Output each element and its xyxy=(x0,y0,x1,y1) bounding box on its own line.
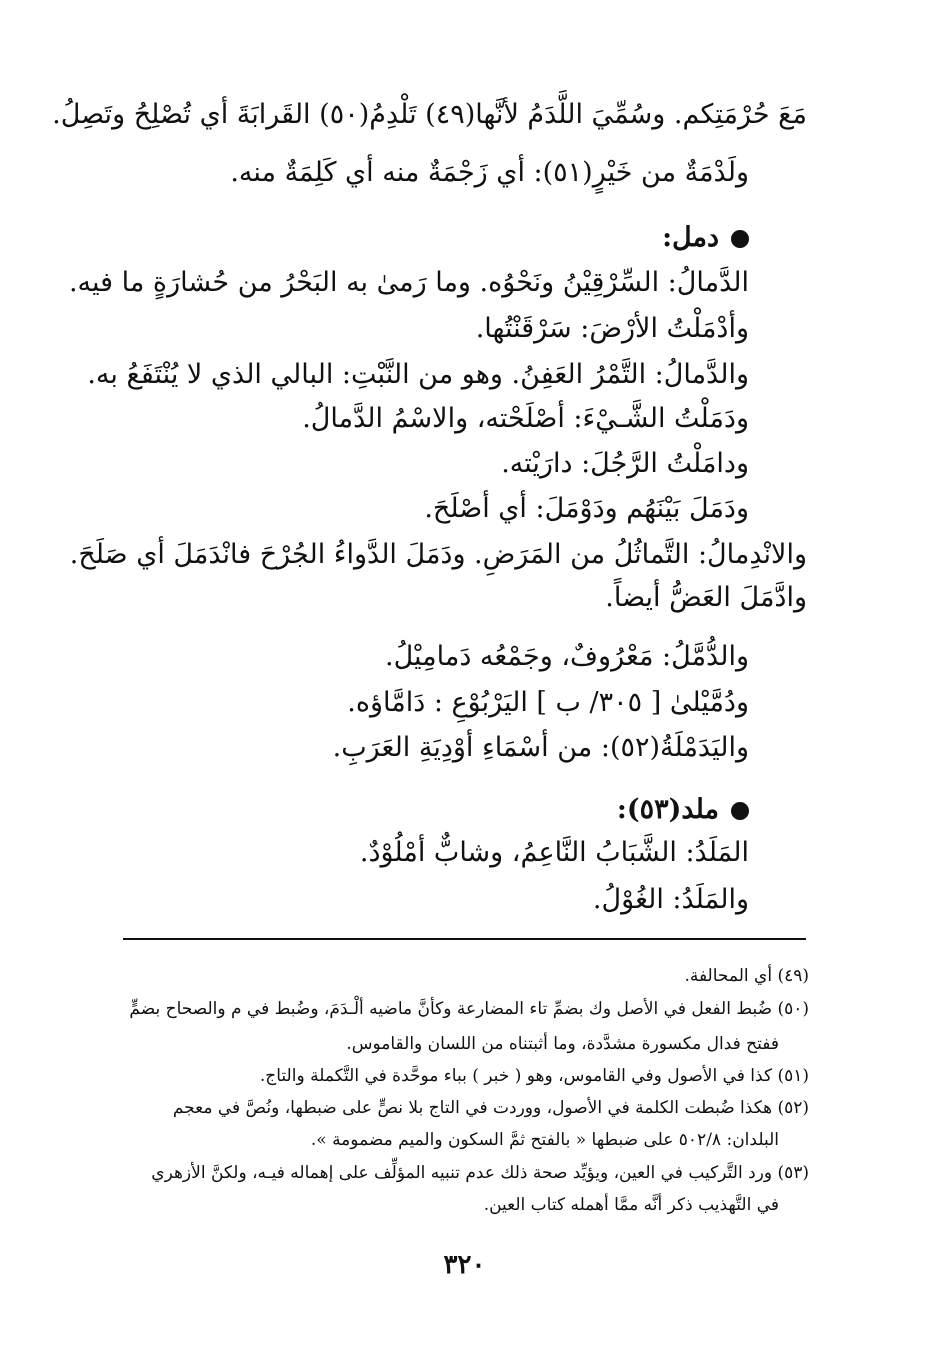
footnote-52: (٥٢) هكذا ضُبطت الكلمة في الأصول، ووردت في التاج بلا نصٍّ على ضبطها، ونُصَّ في معجم xyxy=(172,1098,809,1118)
bullet-icon xyxy=(731,802,749,820)
text-line-7: ودَمَلْتُ الشَّـيْءَ: أصْلَحْته، والاسْمُ الدَّمالُ. xyxy=(302,403,749,434)
text-line-12: والدُّمَّلُ: مَعْرُوفٌ، وجَمْعُه دَمامِيْلُ. xyxy=(384,641,749,672)
text-line-16: المَلَدُ: الشَّبَابُ النَّاعِمُ، وشابٌّ أمْلُوْدٌ. xyxy=(359,837,749,868)
footnote-53: (٥٣) ورد التَّركيب في العين، ويؤيِّد صحة ذلك عدم تنبيه المؤلِّف على إهماله فيـه، ولكنَّ الأزهري xyxy=(151,1163,809,1183)
entry-heading-label: دمل: xyxy=(662,222,719,253)
footnote-50-cont: ففتح فدال مكسورة مشدَّدة، وما أثبتناه من اللسان والقاموس. xyxy=(346,1034,779,1054)
footnote-52-cont: البلدان: ٥٠٢/٨ على ضبطها « بالفتح ثمَّ السكون والميم مضمومة ». xyxy=(310,1130,779,1150)
text-line-2: ولَدْمَةٌ من خَيْرٍ(٥١): أي زَجْمَةٌ منه أي كَلِمَةٌ منه. xyxy=(230,157,749,188)
bullet-icon xyxy=(731,230,749,248)
footnote-49: (٤٩) أي المحالفة. xyxy=(684,966,809,986)
entry-heading-daml xyxy=(662,218,749,258)
footnote-51: (٥١) كذا في الأصول وفي القاموس، وهو ( خبر ) بباء موحَّدة في التَّكملة والتاج. xyxy=(259,1066,809,1086)
text-line-5: وأدْمَلْتُ الأرْضَ: سَرْقَنْتُها. xyxy=(475,313,749,344)
text-line-1: مَعَ حُرْمَتِكم. وسُمِّيَ اللَّدَمُ لأنَّها(٤٩) تَلْدِمُ(٥٠) القَرابَةَ أي تُصْلِحُ وتَصِلُ. xyxy=(52,99,807,130)
text-line-14: واليَدَمْلَةُ(٥٢): من أسْمَاءِ أوْدِيَةِ العَرَبِ. xyxy=(332,732,749,763)
text-line-6: والدَّمالُ: التَّمْرُ العَفِنُ. وهو من النَّبْتِ: البالي الذي لا يُنْتَفَعُ به. xyxy=(87,359,749,390)
footnote-separator xyxy=(123,938,806,940)
entry-heading-label: ملد(٥٣): xyxy=(616,794,719,825)
text-line-13: ودُمَّيْلىٰ [ ٣٠٥/ ب ] اليَرْبُوْعِ : دَامَّاؤه. xyxy=(347,687,749,718)
text-line-8: ودامَلْتُ الرَّجُلَ: دارَيْته. xyxy=(501,448,749,479)
footnote-50: (٥٠) ضُبط الفعل في الأصل وك بضمِّ تاء المضارعة وكأنَّ ماضيه ألْـدَمَ، وضُبط في م والصحاح بضمٍّ xyxy=(129,999,809,1019)
footnote-53-cont: في التَّهذيب ذكر أنَّه ممَّا أهمله كتاب العين. xyxy=(483,1195,779,1215)
text-line-9: ودَمَلَ بَيْنَهُم ودَوْمَلَ: أي أصْلَحَ. xyxy=(424,493,749,524)
page-number: ٣٢٠ xyxy=(443,1250,486,1280)
text-line-4: الدَّمالُ: السِّرْقِيْنُ ونَحْوُه. وما رَمىٰ به البَحْرُ من حُشارَةٍ ما فيه. xyxy=(68,267,749,298)
entry-heading-mald xyxy=(617,790,749,830)
text-line-10: والانْدِمالُ: التَّماثُلُ من المَرَضِ. ودَمَلَ الدَّواءُ الجُرْحَ فانْدَمَلَ أي صَلَحَ. xyxy=(69,539,807,570)
text-line-17: والمَلَدُ: الغُوْلُ. xyxy=(592,884,749,915)
text-line-11: وادَّمَلَ العَضُّ أيضاً. xyxy=(605,582,807,613)
